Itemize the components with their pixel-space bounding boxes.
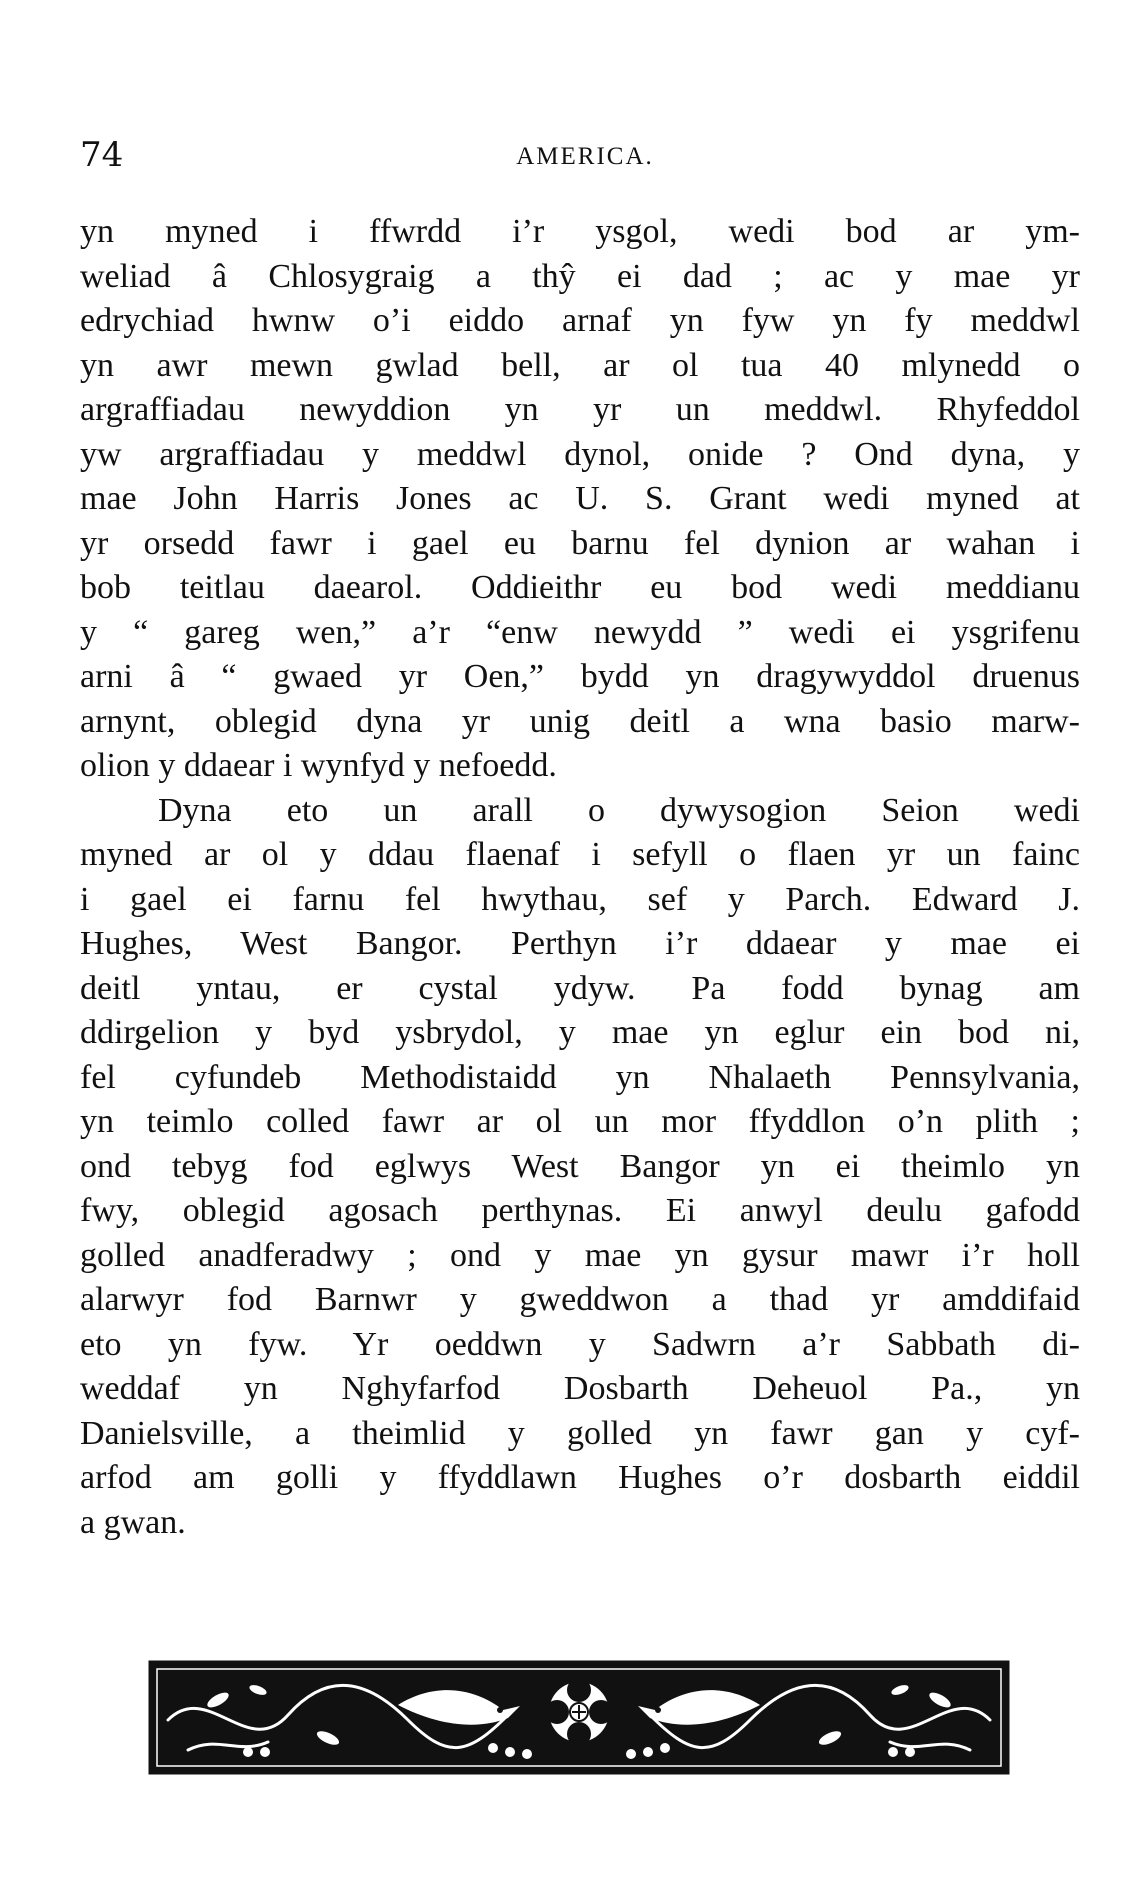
text-line: Hughes, West Bangor. Perthyn i’r ddaear y mae ei [80,925,1080,962]
text-line: y “ gareg wen,” a’r “enw newydd ” wedi ei ysgrifenu [80,613,1080,651]
text-line: yr orsedd fawr i gael eu barnu fel dynion ar wahan i [80,524,1080,562]
text-line: weddaf yn Nghyfarfod Dosbarth Deheuol Pa., yn [80,1370,1080,1407]
text-line: arnynt, oblegid dyna yr unig deitl a wna basio marw- [80,702,1080,740]
paragraph-1 [80,210,1080,789]
text-line: ddirgelion y byd ysbrydol, y mae yn eglur ein bod ni, [80,1014,1080,1051]
page-number: 74 [80,135,124,175]
text-line: alarwyr fod Barnwr y gweddwon a thad yr amddifaid [80,1281,1080,1318]
decorative-tailpiece-icon [148,1660,1010,1775]
text-line: i gael ei farnu fel hwythau, sef y Parch. Edward J. [80,880,1080,918]
page-header [80,135,1090,185]
text-line: mae John Harris Jones ac U. S. Grant wedi myned at [80,480,1080,517]
text-line: deitl yntau, er cystal ydyw. Pa fodd bynag am [80,969,1080,1007]
text-line: myned ar ol y ddau flaenaf i sefyll o flaen yr un fainc [80,836,1080,873]
text-line: eto yn fyw. Yr oeddwn y Sadwrn a’r Sabbath di- [80,1325,1080,1363]
text-line: fwy, oblegid agosach perthynas. Ei anwyl deulu gafodd [80,1192,1080,1229]
text-line: olion y ddaear i wynfyd y nefoedd. [80,747,557,784]
text-line: arfod am golli y ffyddlawn Hughes o’r dosbarth eiddil [80,1459,1080,1496]
text-line: a gwan. [80,1503,186,1541]
text-line: ond tebyg fod eglwys West Bangor yn ei theimlo yn [80,1147,1080,1185]
text-line: fel cyfundeb Methodistaidd yn Nhalaeth Pennsylvania, [80,1058,1080,1096]
text-line: edrychiad hwnw o’i eiddo arnaf yn fyw yn fy meddwl [80,302,1080,339]
text-line: argraffiadau newyddion yn yr un meddwl. Rhyfeddol [80,391,1080,428]
running-head: AMERICA. [516,143,654,170]
text-line: Danielsville, a theimlid y golled yn fawr gan y cyf- [80,1414,1080,1452]
text-line: bob teitlau daearol. Oddieithr eu bod wedi meddianu [80,569,1080,606]
text-line: yn teimlo colled fawr ar ol un mor ffyddlon o’n plith ; [80,1103,1080,1140]
text-line: yn myned i ffwrdd i’r ysgol, wedi bod ar ym- [80,213,1080,250]
text-line: weliad â Chlosygraig a thŷ ei dad ; ac y mae yr [80,257,1080,295]
text-line: golled anadferadwy ; ond y mae yn gysur mawr i’r holl [80,1236,1080,1274]
body-text [80,210,1080,1545]
text-line: yw argraffiadau y meddwl dynol, onide ? Ond dyna, y [80,435,1080,473]
text-line: arni â “ gwaed yr Oen,” bydd yn dragywyddol druenus [80,658,1080,695]
paragraph-2 [80,789,1080,1546]
text-line: Dyna eto un arall o dywysogion Seion wedi [158,791,1080,829]
text-line: yn awr mewn gwlad bell, ar ol tua 40 mlynedd o [80,346,1080,384]
